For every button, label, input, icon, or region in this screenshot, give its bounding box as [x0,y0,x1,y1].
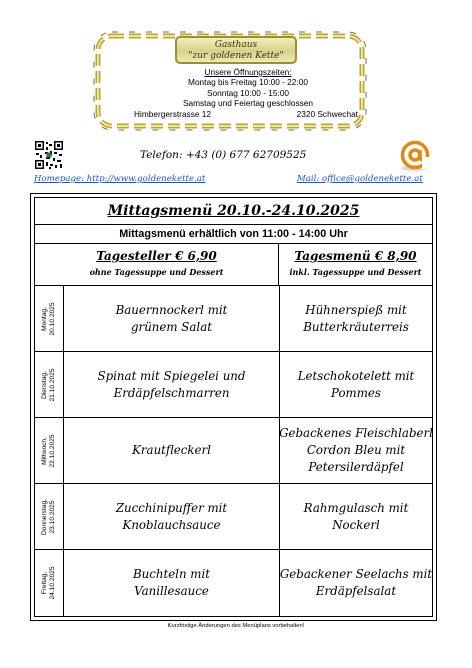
menu-box [30,193,437,621]
hours-line: Sonntag 10:00 - 15:00 [206,87,290,98]
day-date: 21.10.2025 [49,367,56,402]
hours-line: Montag bis Freitag 10:00 - 22:00 [188,77,308,88]
day-label [41,566,57,599]
dish-line: Butterkräuterreis [303,319,409,334]
dish-line: Gebackener Seelachs mit [279,567,433,581]
menu-row-monday [35,286,432,352]
tagesmenu-header [279,244,432,286]
day-date: 24.10.2025 [49,566,56,600]
tagesmenu-dish [280,550,432,616]
day-cell [35,286,64,351]
opening-hours [128,67,368,119]
dish-line: Nockerl [332,517,380,532]
day-name: Dienstag, [41,370,48,399]
homepage-link[interactable]: Homepage: http://www.goldenekette.at [34,174,206,184]
day-label [41,302,57,335]
dish-line: grünem Salat [131,319,212,334]
day-cell [35,550,64,616]
hours-title: Unsere Öffnungszeiten: [204,67,292,77]
qr-code-icon[interactable] [34,140,64,170]
dish-line: Rahmgulasch mit [303,500,409,515]
at-sign-icon[interactable] [398,140,432,172]
dish-line: Zucchinipuffer mit [115,500,228,515]
footnote: Kurzfristige Änderungen des Menüplans vorbehalten! [167,623,305,629]
dish-line: Erdäpfelsalat [315,584,397,598]
logo-line-2: "zur goldenen Kette" [188,51,284,61]
tagesmenu-dish [280,286,432,351]
tagesmenu-subtitle: inkl. Tagessuppe und Dessert [289,267,422,277]
dish-line: Knoblauchsauce [122,517,221,532]
day-date: 22.10.2025 [49,433,56,468]
dish-line: Bauernnockerl mit [115,302,228,317]
tagesmenu-dish [280,484,432,549]
menu-row-wednesday [35,418,432,484]
menu-row-thursday [35,484,432,550]
tagesteller-dish [64,484,280,549]
address-street: Himbergerstrasse 12 [134,108,212,119]
email-link[interactable]: Mail: office@goldenekette.at [297,174,423,184]
dish-line: Letschokotelett mit [297,368,415,383]
dish-line: Erdäpfelschmarren [113,385,230,400]
tagesteller-dish [64,418,280,483]
dish-line: Buchteln mit [132,567,210,581]
tagesmenu-dish [280,352,432,417]
address [128,109,368,119]
day-date: 23.10.2025 [49,499,56,534]
tagesteller-header [35,244,279,286]
menu-row-tuesday [35,352,432,418]
logo-plate [175,36,297,64]
phone-number: Telefon: +43 (0) 677 62709525 [140,149,307,161]
day-cell [35,352,64,417]
menu-row-friday [35,550,432,616]
day-date: 20.10.2025 [49,301,56,336]
dish-line: Petersilerdäpfel [308,460,404,474]
address-city: 2320 Schwechat [296,108,358,119]
tagesmenu-dish [280,418,432,483]
dish-line: Hühnerspieß mit [305,302,407,317]
tagesteller-dish [64,286,280,351]
day-name: Montag, [41,306,48,331]
menu-availability: Mittagsmenü erhältlich von 11:00 - 14:00 Uhr [35,225,432,244]
menu-rows [35,286,432,616]
day-cell [35,484,64,549]
dish-line: Krautfleckerl [132,443,211,457]
menu-title: Mittagsmenü 20.10.-24.10.2025 [35,198,432,225]
tagesteller-dish [64,550,280,616]
tagesteller-subtitle: ohne Tagessuppe und Dessert [89,267,224,277]
dish-line: Gebackenes Fleischlaberl [279,426,433,440]
day-cell [35,418,64,483]
tagesmenu-price: Tagesmenü € 8,90 [294,249,417,263]
tagesteller-dish [64,352,280,417]
dish-line: Spinat mit Spiegelei und [97,368,246,383]
day-name: Mittwoch, [41,436,48,465]
menu-table [34,197,433,617]
dish-line: Vanillesauce [134,584,209,598]
day-label [41,368,57,401]
day-label [41,499,57,535]
dish-line: Pommes [331,385,381,400]
day-label [41,434,57,467]
logo-line-1: Gasthaus [214,40,258,50]
tagesteller-price: Tagesteller € 6,90 [96,249,217,263]
hours-line: Samstag und Feiertag geschlossen [182,98,314,109]
day-name: Donnerstag, [41,498,48,535]
dish-line: Cordon Bleu mit [306,443,406,457]
day-name: Freitag, [41,571,48,595]
